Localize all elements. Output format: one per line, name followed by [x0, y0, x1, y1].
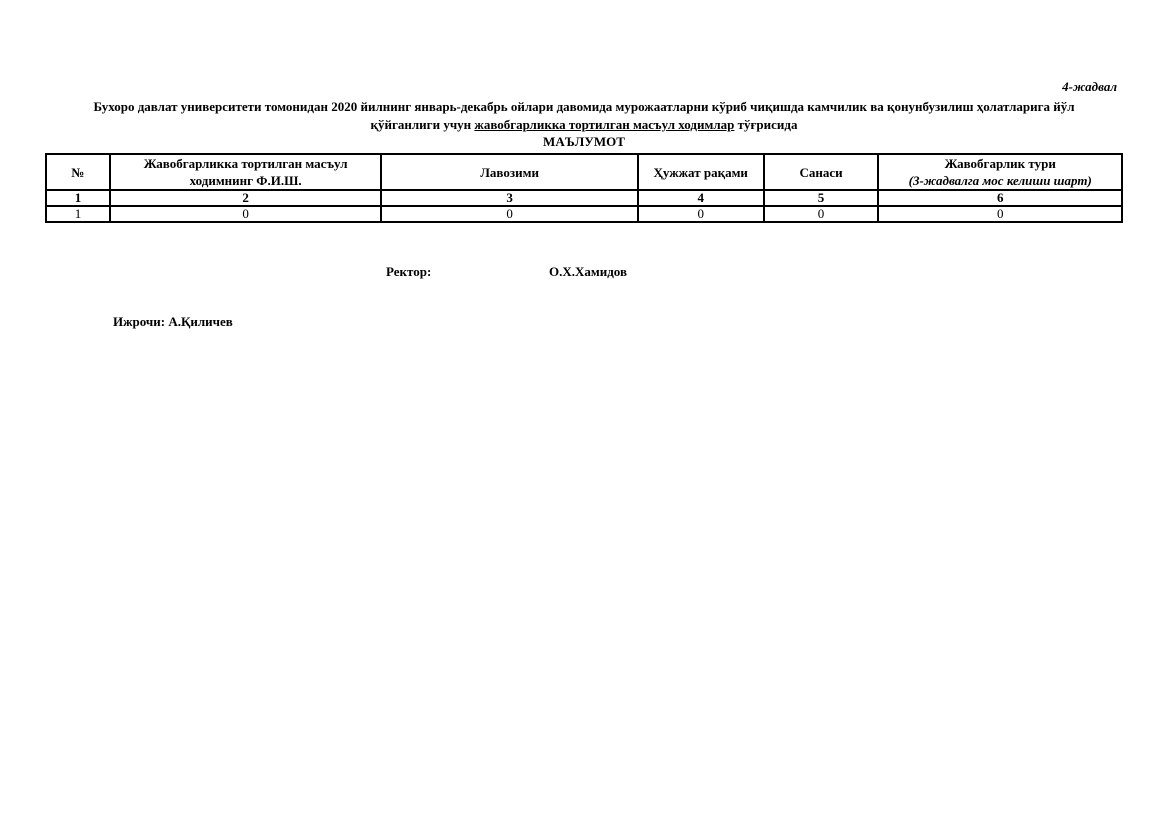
rector-label: Ректор: [386, 264, 432, 279]
header-document-number: Ҳужжат рақами [638, 154, 764, 190]
heading-line-2-start: қўйганлиги учун [370, 117, 475, 132]
executor-line: Ижрочи: А.Қиличев [113, 314, 233, 329]
table-reference: 4-жадвал [1062, 79, 1117, 94]
header-full-name-line-1: Жавобгарликка тортилган масъул [143, 156, 348, 171]
header-number: № [46, 154, 110, 190]
document-title: МАЪЛУМОТ [543, 134, 625, 149]
heading-line-2-end: тўғрисида [734, 117, 798, 132]
heading-underlined-text: жавобгарликка тортилган масъул ходимлар [474, 117, 735, 132]
column-number: 4 [638, 190, 764, 206]
table-cell: 0 [110, 206, 382, 222]
table-cell: 0 [764, 206, 879, 222]
header-liability-type [878, 154, 1122, 190]
table-cell: 0 [878, 206, 1122, 222]
header-date: Санаси [764, 154, 879, 190]
header-liability-type-line-1: Жавобгарлик тури [944, 156, 1056, 171]
header-position: Лавозими [381, 154, 637, 190]
header-full-name-line-2: ходимнинг Ф.И.Ш. [189, 173, 302, 188]
table-row [46, 206, 1122, 222]
document-heading [44, 98, 1124, 134]
table-cell: 0 [638, 206, 764, 222]
heading-line-1: Бухоро давлат университети томонидан 2020 йилнинг январь-декабрь ойлари давомида мурожаатларни кўриб чиқишда камчилик ва қонунбузилиш ҳолатларига йўл [93, 99, 1075, 114]
rector-name: О.Х.Хамидов [549, 264, 628, 279]
column-number: 3 [381, 190, 637, 206]
responsible-staff-table [45, 153, 1123, 223]
column-number: 1 [46, 190, 110, 206]
column-number-row [46, 190, 1122, 206]
table-cell: 0 [381, 206, 637, 222]
column-number: 5 [764, 190, 879, 206]
column-number: 2 [110, 190, 382, 206]
column-number: 6 [878, 190, 1122, 206]
heading-line-2 [44, 116, 1124, 134]
header-full-name [110, 154, 382, 190]
table-header-row [46, 154, 1122, 190]
table-cell: 1 [46, 206, 110, 222]
header-liability-type-note: (3-жадвалга мос келиши шарт) [908, 173, 1092, 188]
